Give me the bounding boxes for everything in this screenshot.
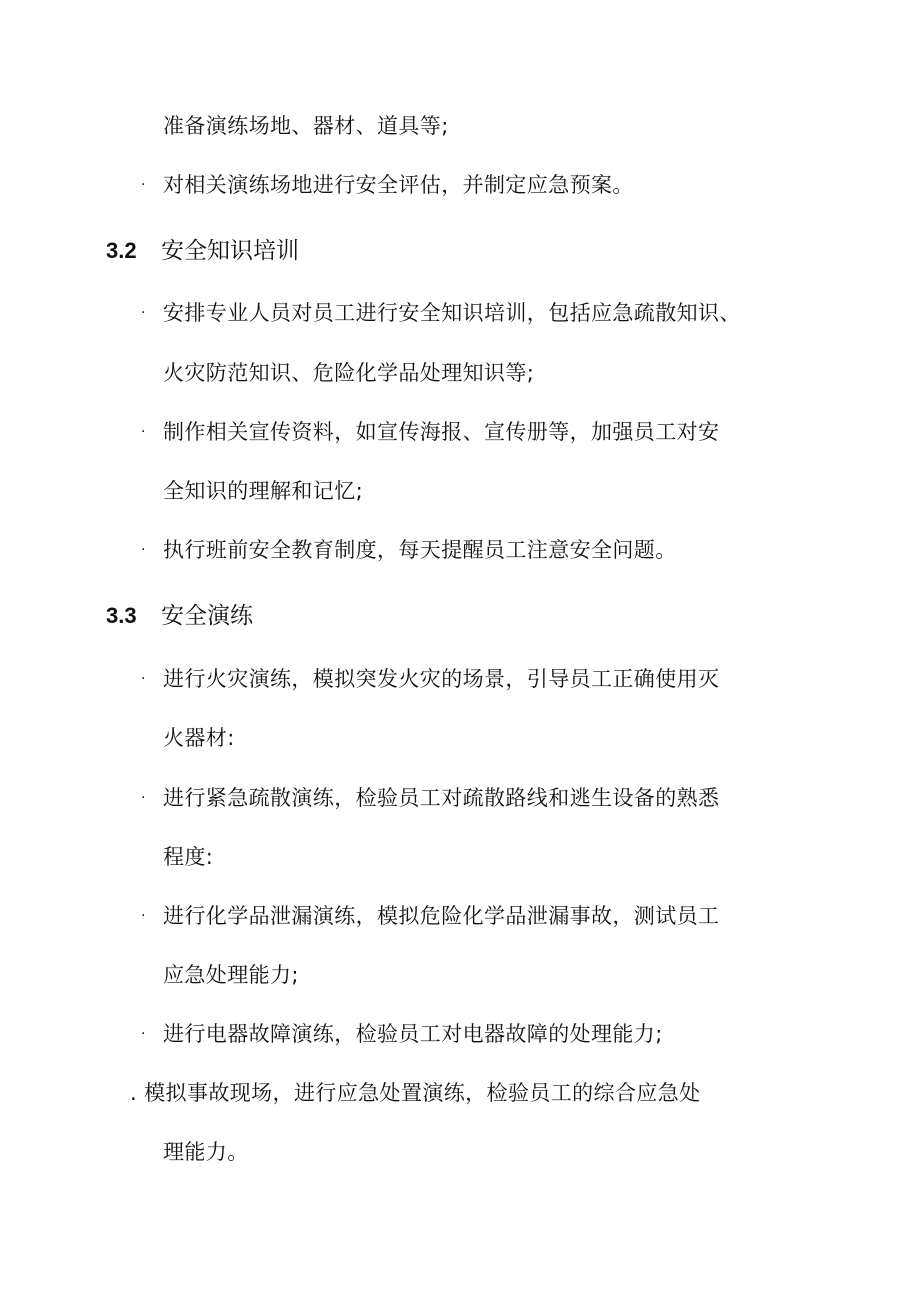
bullet: · [141,177,146,193]
list-item-continuation: 全知识的理解和记忆; [163,479,364,503]
bullet: · [141,1026,146,1042]
section-number: 3.3 [106,603,137,628]
list-item: . 模拟事故现场，进行应急处置演练，检验员工的综合应急处 [130,1081,701,1105]
bullet: · [141,305,146,321]
section-title: 安全知识培训 [161,238,299,264]
list-item: 进行电器故障演练，检验员工对电器故障的处理能力; [163,1022,663,1046]
list-item: 进行化学品泄漏演练，模拟危险化学品泄漏事故，测试员工 [163,904,720,928]
text-line: 准备演练场地、器材、道具等; [163,114,449,138]
list-item: 进行紧急疏散演练，检验员工对疏散路线和逃生设备的熟悉 [163,786,720,810]
list-item-continuation: 火器材: [163,726,235,750]
bullet: · [141,424,146,440]
bullet: · [141,908,146,924]
list-item-continuation: 火灾防范知识、危险化学品处理知识等; [163,361,535,385]
list-item-continuation: 程度: [163,845,214,869]
bullet: · [141,790,146,806]
list-item: 对相关演练场地进行安全评估，并制定应急预案。 [163,173,634,197]
list-item-continuation: 应急处理能力; [163,963,299,987]
section-number: 3.2 [106,238,137,263]
list-item-continuation: 理能力。 [163,1140,249,1164]
list-item: 进行火灾演练，模拟突发火灾的场景，引导员工正确使用灭 [163,667,720,691]
section-title: 安全演练 [161,603,253,629]
list-item: 制作相关宣传资料，如宣传海报、宣传册等，加强员工对安 [163,420,720,444]
list-item: 执行班前安全教育制度，每天提醒员工注意安全问题。 [163,538,677,562]
bullet: · [141,542,146,558]
list-item: 安排专业人员对员工进行安全知识培训，包括应急疏散知识、 [163,301,741,325]
bullet: · [141,671,146,687]
